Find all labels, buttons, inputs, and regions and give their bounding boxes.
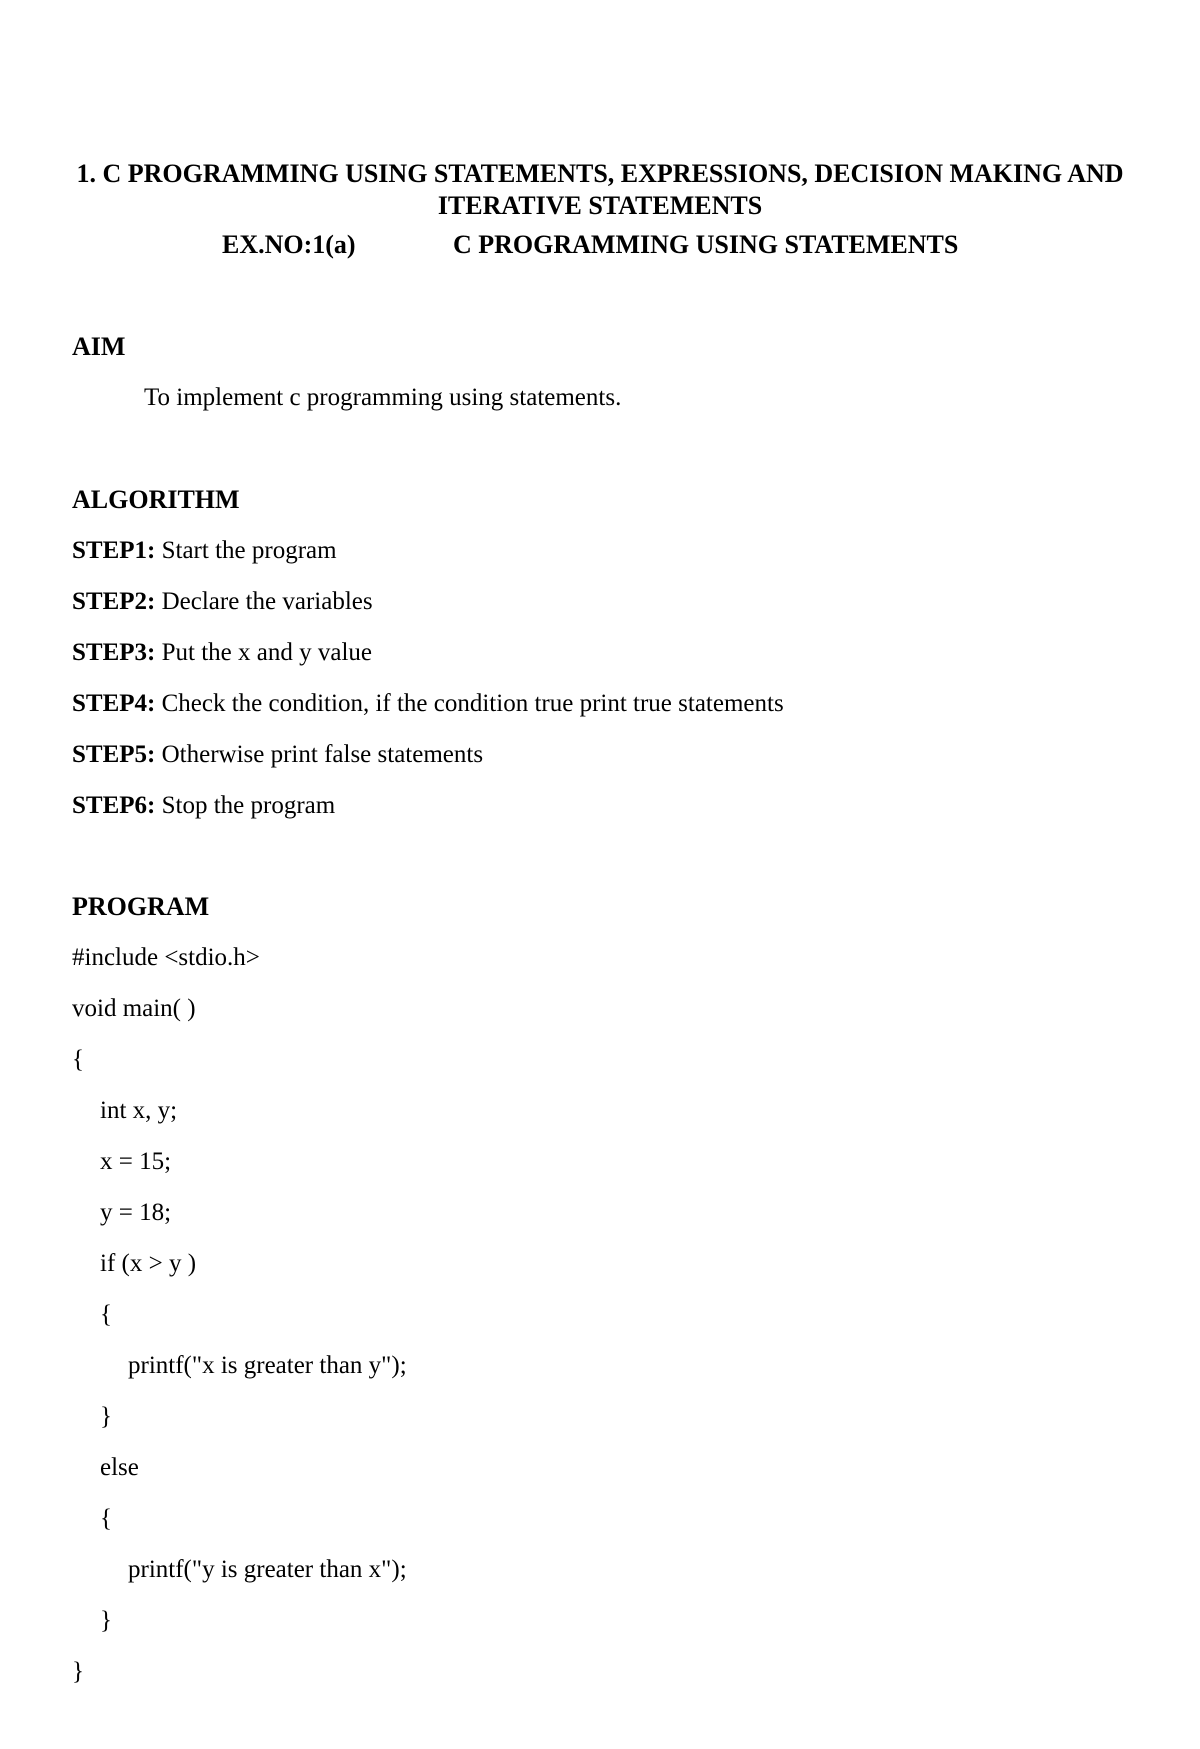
code-line: } — [100, 1607, 112, 1634]
algorithm-step — [72, 637, 372, 669]
step-label: STEP2: — [72, 588, 156, 615]
document-title — [30, 158, 1170, 222]
exercise-title: C PROGRAMMING USING STATEMENTS — [453, 230, 959, 259]
algorithm-step — [72, 790, 335, 822]
code-line: int x, y; — [100, 1097, 178, 1124]
title-line-2: ITERATIVE STATEMENTS — [437, 191, 763, 220]
algorithm-step — [72, 586, 373, 618]
code-line: { — [100, 1301, 112, 1328]
code-line: } — [72, 1658, 84, 1685]
code-line: printf("x is greater than y"); — [128, 1352, 407, 1379]
program-heading: PROGRAM — [72, 892, 210, 921]
code-line: } — [100, 1403, 112, 1430]
step-label: STEP4: — [72, 690, 156, 717]
algorithm-step — [72, 688, 784, 720]
step-text: Declare the variables — [155, 588, 373, 615]
code-line: #include <stdio.h> — [72, 944, 260, 971]
step-text: Start the program — [155, 537, 337, 564]
step-text: Stop the program — [155, 792, 336, 819]
code-line: printf("y is greater than x"); — [128, 1556, 407, 1583]
code-line: x = 15; — [100, 1148, 172, 1175]
aim-text: To implement c programming using statements. — [144, 384, 622, 411]
exercise-number: EX.NO:1(a) — [222, 230, 356, 259]
step-label: STEP1: — [72, 537, 156, 564]
algorithm-step — [72, 535, 337, 567]
algorithm-step — [72, 739, 483, 771]
step-text: Put the x and y value — [155, 639, 372, 666]
code-line: else — [100, 1454, 139, 1481]
step-label: STEP3: — [72, 639, 156, 666]
code-line: { — [72, 1046, 84, 1073]
algorithm-heading: ALGORITHM — [72, 485, 240, 514]
code-line: if (x > y ) — [100, 1250, 197, 1277]
step-text: Otherwise print false statements — [155, 741, 484, 768]
step-label: STEP5: — [72, 741, 156, 768]
aim-heading: AIM — [72, 332, 126, 361]
code-line: void main( ) — [72, 995, 196, 1022]
code-line: y = 18; — [100, 1199, 172, 1226]
step-text: Check the condition, if the condition true print true statements — [155, 690, 784, 717]
code-line: { — [100, 1505, 112, 1532]
step-label: STEP6: — [72, 792, 156, 819]
title-line-1: 1. C PROGRAMMING USING STATEMENTS, EXPRESSIONS, DECISION MAKING AND — [76, 159, 1124, 188]
